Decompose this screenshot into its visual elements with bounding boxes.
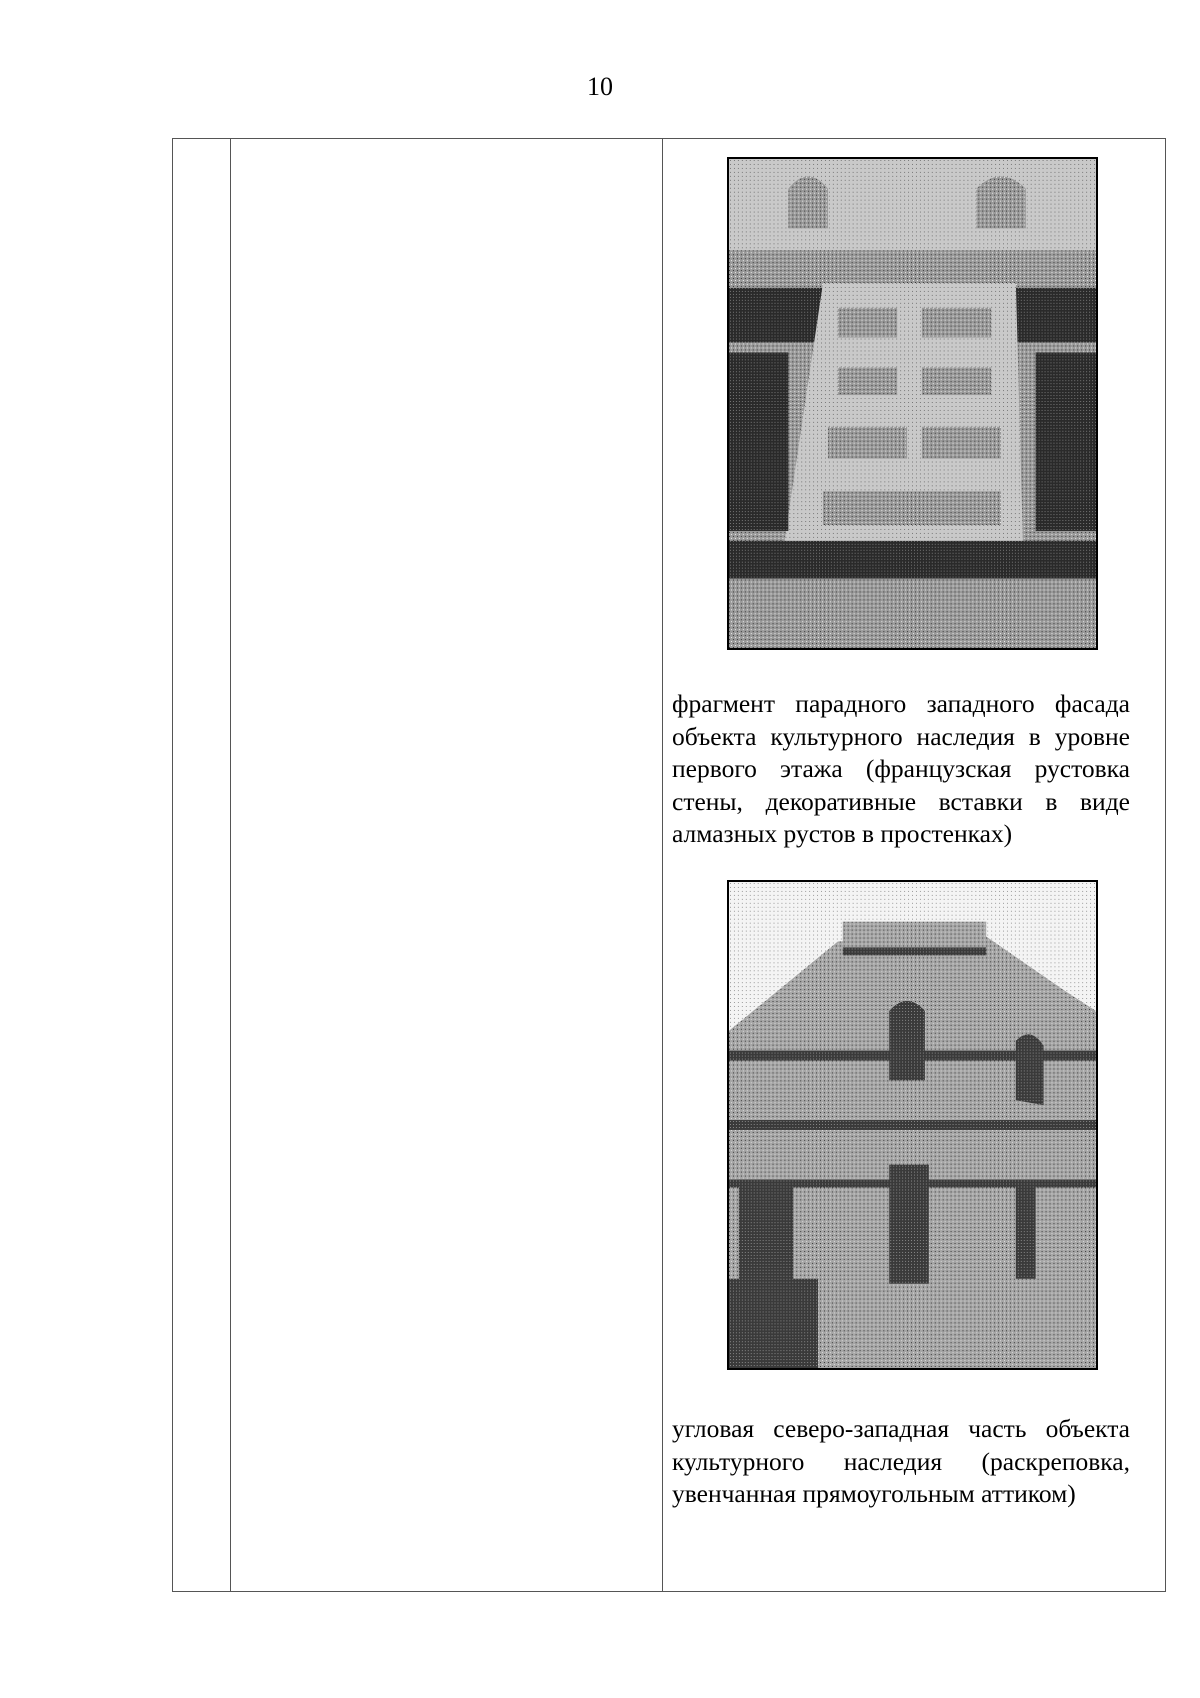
figure-caption-1: фрагмент парадного западного фасада объекта культурного наследия в уровне первого этажа (французская рустовка стены, декоративные вставки в виде алмазных рустов в простенках)	[672, 689, 1130, 848]
facade-first-floor-photo	[727, 157, 1098, 650]
column-divider	[230, 139, 231, 1591]
corner-photo-drawing	[729, 882, 1096, 1368]
facade-photo-drawing	[729, 159, 1096, 648]
figure-caption-2: угловая северо-западная часть объекта культурного наследия (раскреповка, увенчанная прямоугольным аттиком)	[672, 1414, 1130, 1508]
northwest-corner-photo	[727, 880, 1098, 1370]
column-divider	[662, 139, 663, 1591]
page-number: 10	[587, 72, 613, 101]
